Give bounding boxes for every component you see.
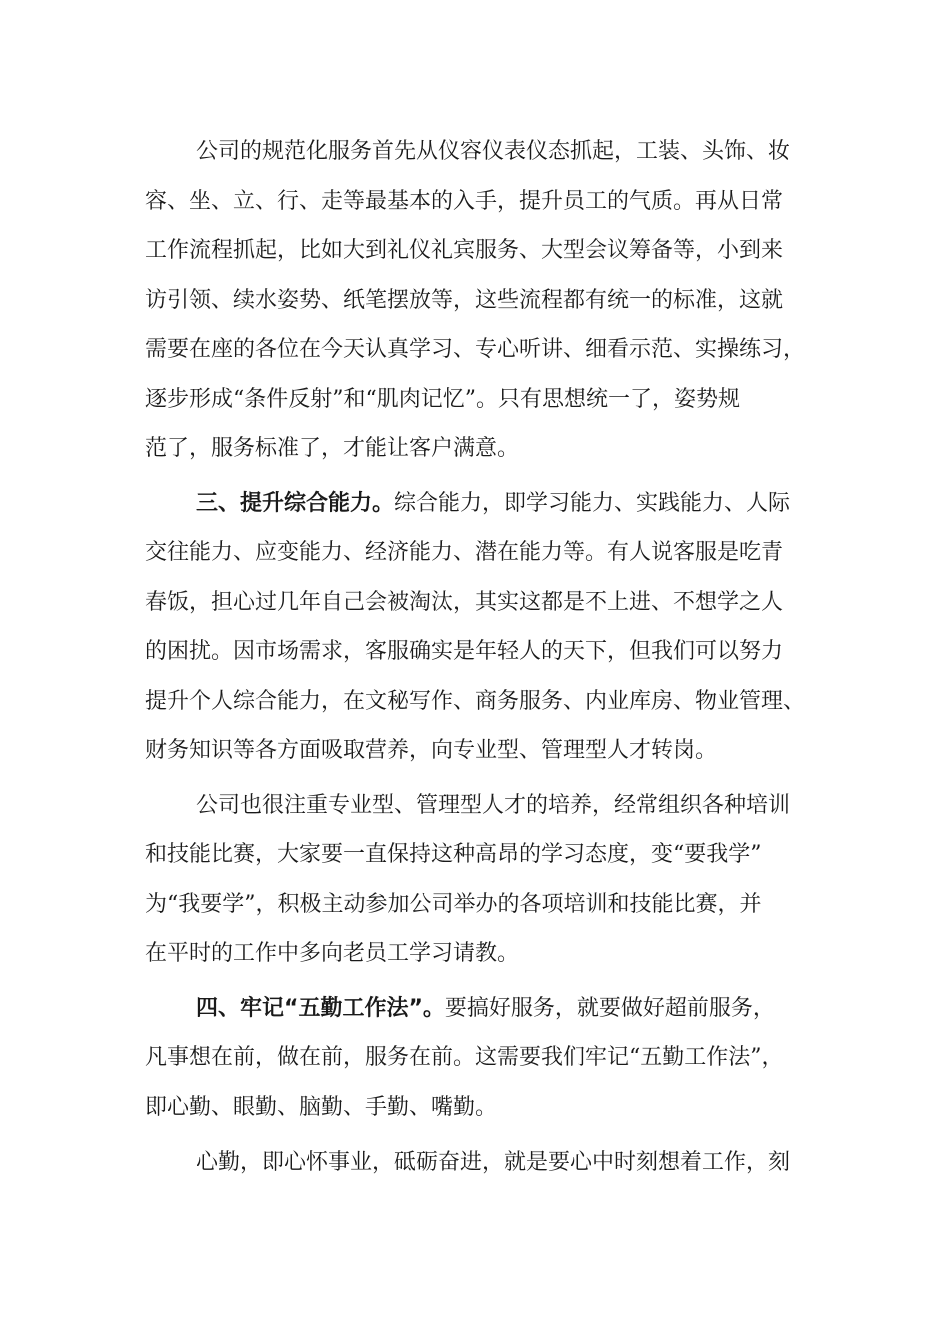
section-three-heading: 三、提升综合能力。	[196, 491, 395, 516]
paragraph-1-line-5: 需要在座的各位在今天认真学习、专心听讲、细看示范、实操练习，	[145, 337, 806, 362]
paragraph-3-line-2: 和技能比赛，大家要一直保持这种高昂的学习态度，变“要我学”	[145, 842, 762, 867]
paragraph-4-line-3: 即心勤、眼勤、脑勤、手勤、嘴勤。	[145, 1095, 498, 1120]
paragraph-1-line-7: 范了，服务标准了，才能让客户满意。	[145, 436, 520, 461]
paragraph-5-line-1: 心勤，即心怀事业，砥砺奋进，就是要心中时刻想着工作，刻	[196, 1150, 791, 1175]
paragraph-4-line-1-text: 要搞好服务，就要做好超前服务，	[444, 996, 775, 1021]
paragraph-1-line-1: 公司的规范化服务首先从仪容仪表仪态抓起，工装、头饰、妆	[196, 139, 791, 164]
paragraph-3-line-3: 为“我要学”，积极主动参加公司举办的各项培训和技能比赛，并	[145, 892, 762, 917]
paragraph-2-line-1-text: 综合能力，即学习能力、实践能力、人际	[394, 491, 791, 516]
paragraph-2-line-2: 交往能力、应变能力、经济能力、潜在能力等。有人说客服是吃青	[145, 540, 784, 565]
paragraph-1-line-6: 逐步形成“条件反射”和“肌肉记忆”。只有思想统一了，姿势规	[145, 387, 740, 412]
paragraph-1-line-3: 工作流程抓起，比如大到礼仪礼宾服务、大型会议筹备等，小到来	[145, 238, 784, 263]
paragraph-2-line-1	[196, 484, 825, 524]
paragraph-4-line-2: 凡事想在前，做在前，服务在前。这需要我们牢记“五勤工作法”，	[145, 1045, 784, 1070]
paragraph-4-line-1	[196, 989, 825, 1029]
paragraph-2-line-5: 提升个人综合能力，在文秘写作、商务服务、内业库房、物业管理、	[145, 689, 806, 714]
paragraph-2-line-6: 财务知识等各方面吸取营养，向专业型、管理型人才转岗。	[145, 738, 718, 763]
paragraph-2-line-3: 春饭，担心过几年自己会被淘汰，其实这都是不上进、不想学之人	[145, 590, 784, 615]
paragraph-1-line-4: 访引领、续水姿势、纸笔摆放等，这些流程都有统一的标准，这就	[145, 288, 784, 313]
paragraph-3-line-4: 在平时的工作中多向老员工学习请教。	[145, 941, 520, 966]
paragraph-3-line-1: 公司也很注重专业型、管理型人才的培养，经常组织各种培训	[196, 793, 791, 818]
paragraph-2-line-4: 的困扰。因市场需求，客服确实是年轻人的天下，但我们可以努力	[145, 639, 784, 664]
paragraph-1-line-2: 容、坐、立、行、走等最基本的入手，提升员工的气质。再从日常	[145, 189, 784, 214]
section-four-heading: 四、牢记“五勤工作法”。	[196, 996, 445, 1021]
